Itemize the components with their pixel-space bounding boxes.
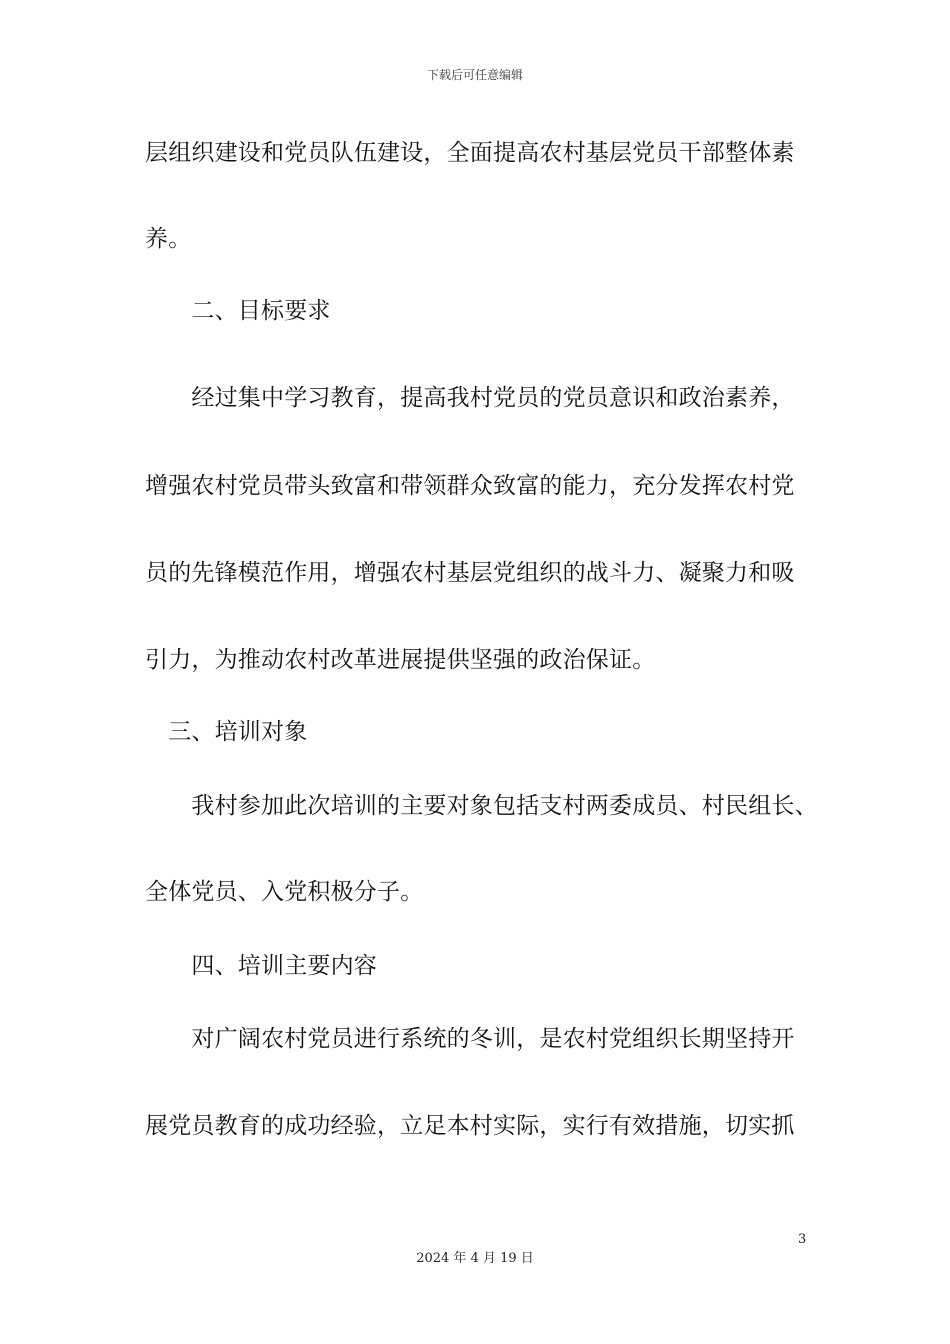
section-heading-audience: 三、培训对象: [145, 719, 308, 745]
page-header: 下载后可任意编辑: [426, 68, 523, 82]
body-line-6: 员的先锋模范作用，增强农村基层党组织的战斗力、凝聚力和吸: [145, 560, 795, 586]
body-line-4: 经过集中学习教育，提高我村党员的党员意识和政治素养，: [145, 385, 795, 411]
section-heading-goals: 二、目标要求: [145, 298, 331, 324]
body-line-2: 养。: [145, 226, 192, 252]
body-line-10: 全体党员、入党积极分子。: [145, 879, 424, 905]
section-heading-content: 四、培训主要内容: [145, 953, 377, 979]
body-line-9: 我村参加此次培训的主要对象包括支村两委成员、村民组长、: [145, 793, 818, 819]
body-line-12: 对广阔农村党员进行系统的冬训，是农村党组织长期坚持开: [145, 1026, 795, 1052]
body-line-5: 增强农村党员带头致富和带领群众致富的能力，充分发挥农村党: [145, 473, 795, 499]
footer-date: 2024 年 4 月 19 日: [416, 1251, 534, 1266]
page-number: 3: [798, 1232, 807, 1247]
body-line-13: 展党员教育的成功经验，立足本村实际，实行有效措施，切实抓: [145, 1113, 795, 1139]
body-line-7: 引力，为推动农村改革进展提供坚强的政治保证。: [145, 647, 656, 673]
body-line-1: 层组织建设和党员队伍建设，全面提高农村基层党员干部整体素: [145, 140, 795, 166]
